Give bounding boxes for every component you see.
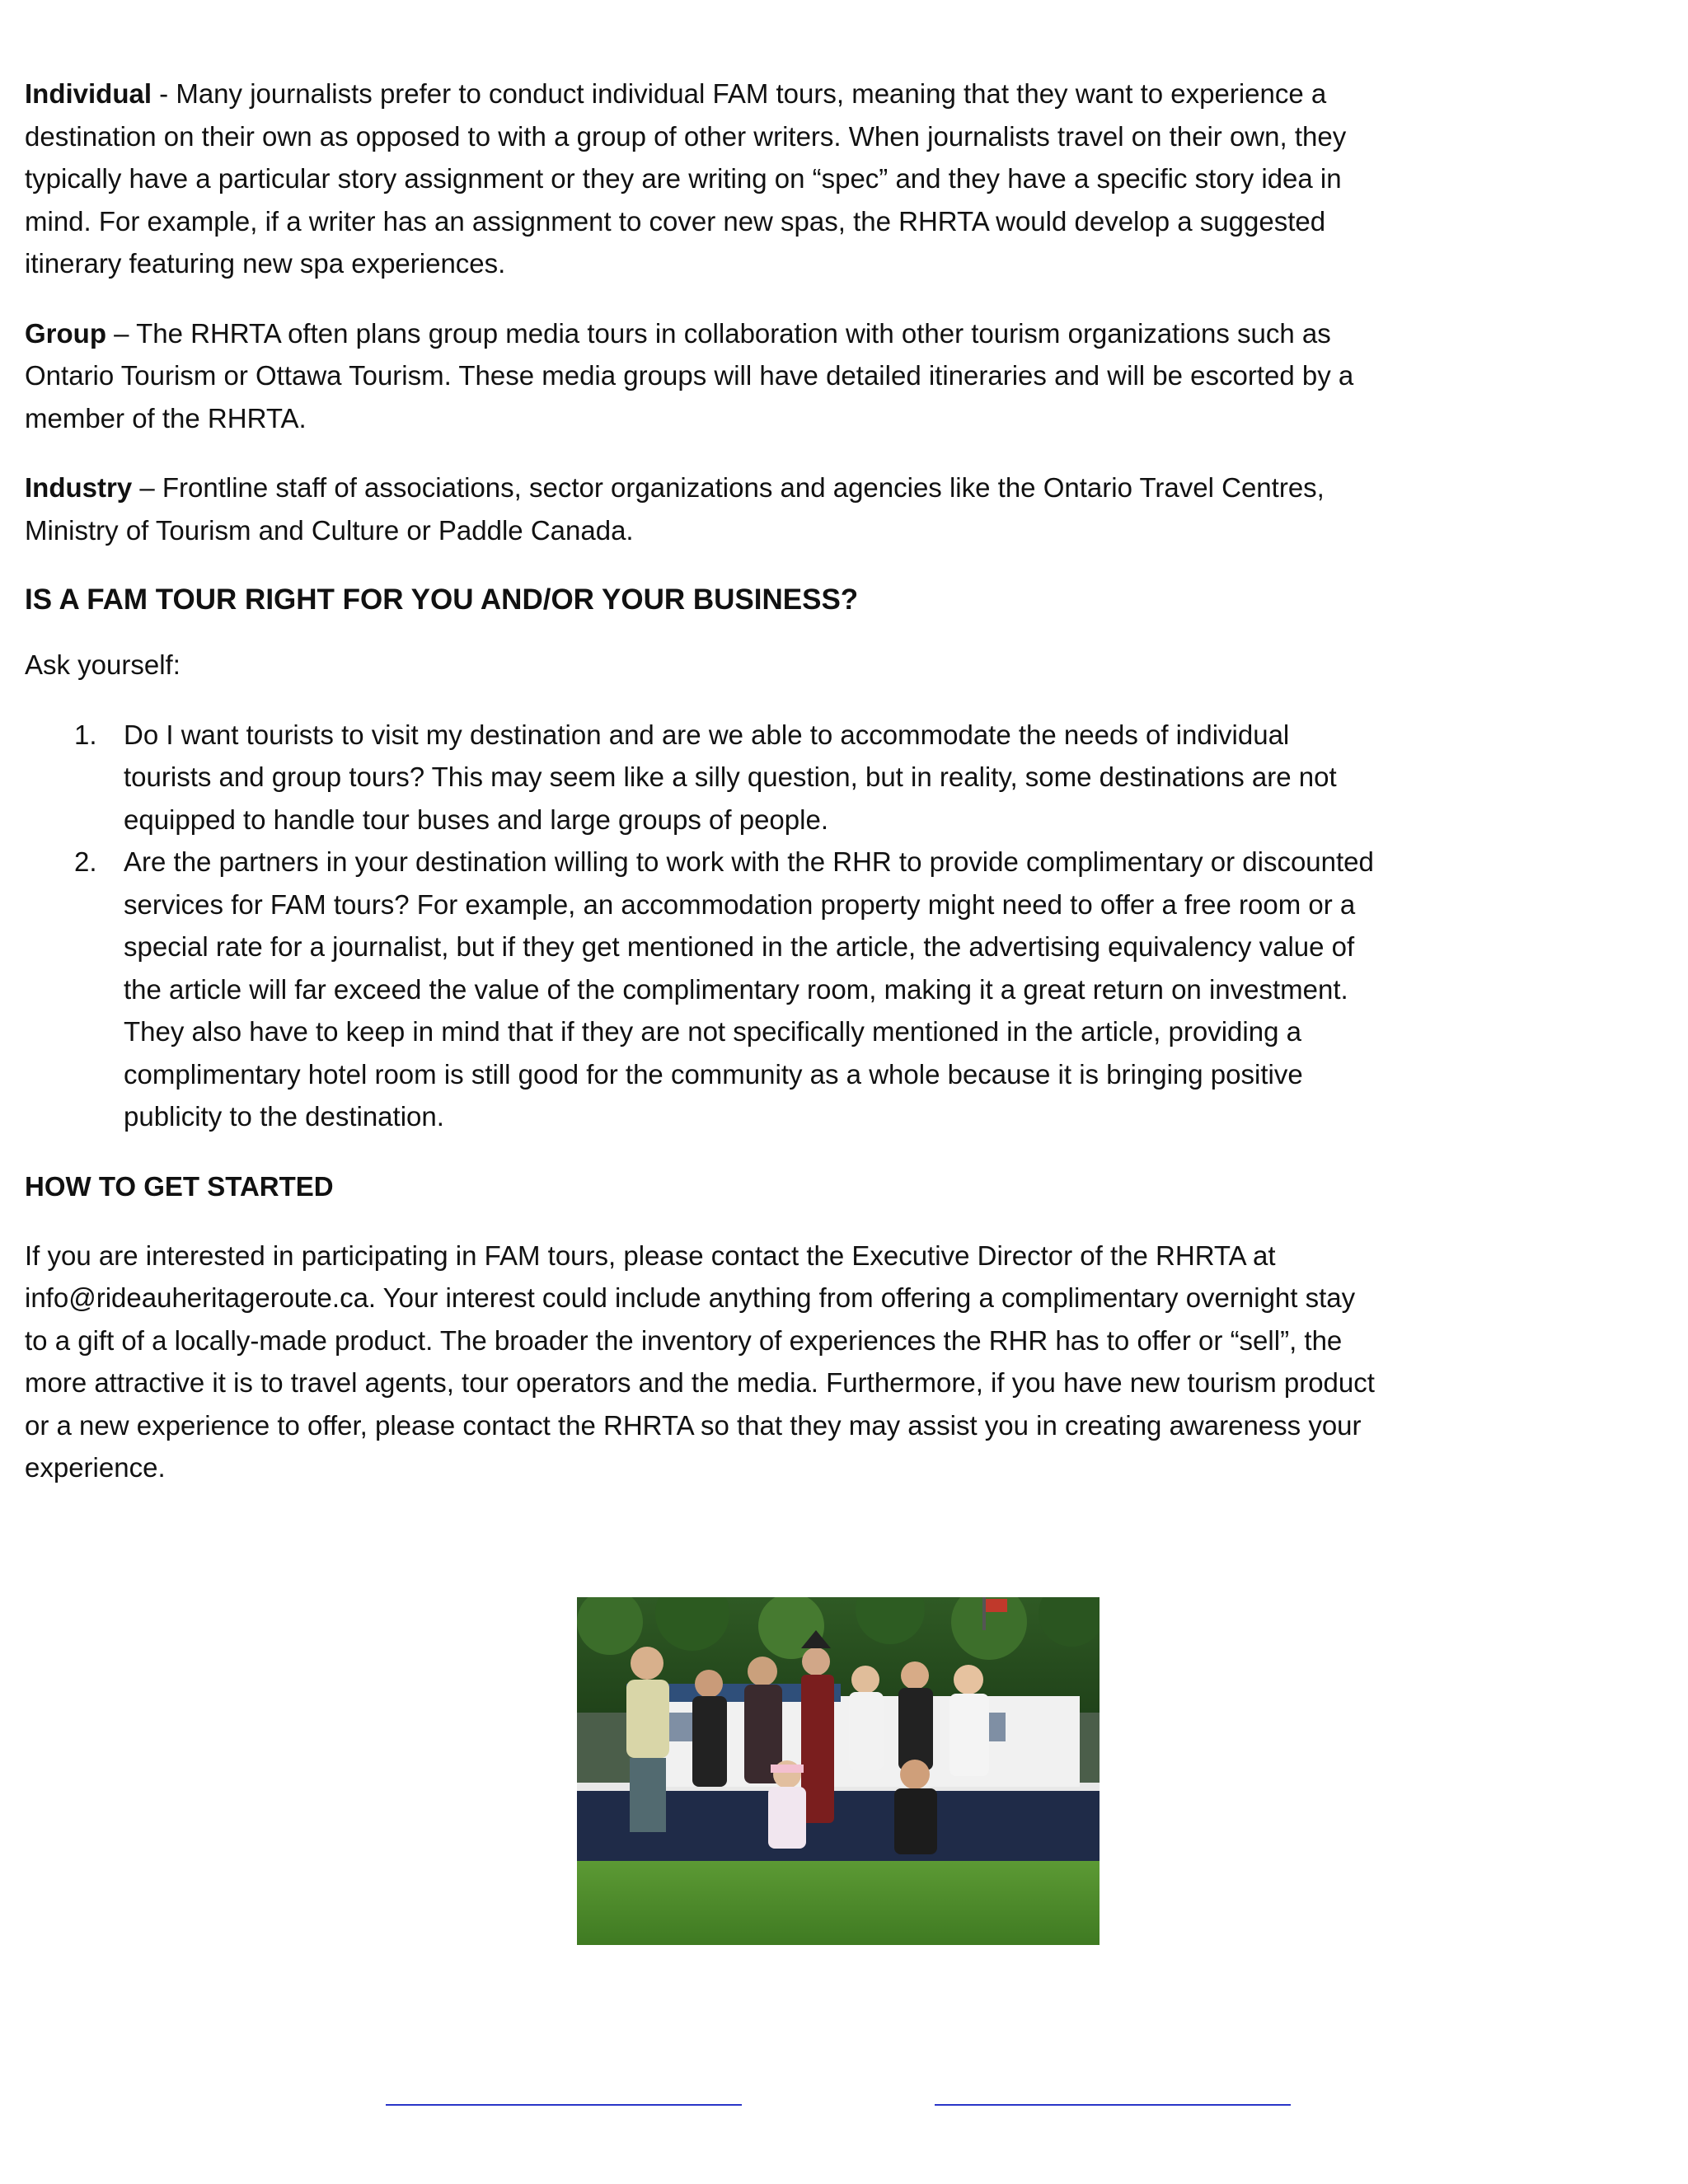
group-photo-image bbox=[577, 1597, 1100, 1945]
question-item bbox=[25, 841, 1376, 1138]
footer-link-underline-left[interactable] bbox=[386, 2104, 742, 2106]
term-industry: Industry bbox=[25, 472, 133, 503]
question-list bbox=[25, 714, 1376, 1138]
question-number: 2. bbox=[74, 846, 97, 877]
paragraph-individual bbox=[25, 73, 1376, 285]
term-group: Group bbox=[25, 317, 106, 349]
question-text: Are the partners in your destination willing to work with the RHR to provide complimentary or discounted services for FAM tours? For example, an accommodation property might need to offer a free room or a special rate for a journalist, but if they get mentioned in the article, the advertising equivalency value of the article will far exceed the value of the complimentary room, making it a great return on investment. They also have to keep in mind that if they are not specifically mentioned in the article, providing a complimentary hotel room is still good for the community as a whole because it is bringing positive publicity to the destination. bbox=[124, 846, 1374, 1132]
heading-fam-right: IS A FAM TOUR RIGHT FOR YOU AND/OR YOUR BUSINESS? bbox=[25, 583, 859, 616]
question-text: Do I want tourists to visit my destination and are we able to accommodate the needs of individual tourists and group tours? This may seem like a silly question, but in reality, some destinations are not equipped to handle tour buses and large groups of people. bbox=[124, 719, 1337, 835]
footer-link-underline-right[interactable] bbox=[935, 2104, 1291, 2106]
text-industry: – Frontline staff of associations, sector organizations and agencies like the Ontario Travel Centres, Ministry of Tourism and Culture or Paddle Canada. bbox=[25, 472, 1325, 546]
paragraph-industry bbox=[25, 466, 1376, 551]
heading-get-started: HOW TO GET STARTED bbox=[25, 1170, 334, 1202]
paragraph-group bbox=[25, 312, 1376, 440]
paragraph-get-started: If you are interested in participating in FAM tours, please contact the Executive Director of the RHRTA at info@rideauheritageroute.ca. Your interest could include anything from offering a complimentary overnight stay to a gift of a locally-made product. The broader the inventory of experiences the RHR has to offer or “sell”, the more attractive it is to travel agents, tour operators and the media. Furthermore, if you have new tourism product or a new experience to offer, please contact the RHRTA so that they may assist you in creating awareness your experience. bbox=[25, 1240, 1375, 1483]
question-number: 1. bbox=[74, 719, 97, 750]
group-photo bbox=[577, 1597, 1100, 1945]
ask-yourself: Ask yourself: bbox=[25, 649, 181, 680]
text-group: – The RHRTA often plans group media tours in collaboration with other tourism organizations such as Ontario Tourism or Ottawa Tourism. These media groups will have detailed itineraries and will be escorted by a member of the RHRTA. bbox=[25, 317, 1354, 434]
term-individual: Individual bbox=[25, 78, 152, 109]
question-item bbox=[25, 714, 1376, 841]
text-individual: - Many journalists prefer to conduct individual FAM tours, meaning that they want to experience a destination on their own as opposed to with a group of other writers. When journalists travel on their own, they typically have a particular story assignment or they are writing on “spec” and they have a specific story idea in mind. For example, if a writer has an assignment to cover new spas, the RHRTA would develop a suggested itinerary featuring new spa experiences. bbox=[25, 78, 1347, 279]
document-page bbox=[25, 73, 1376, 1516]
